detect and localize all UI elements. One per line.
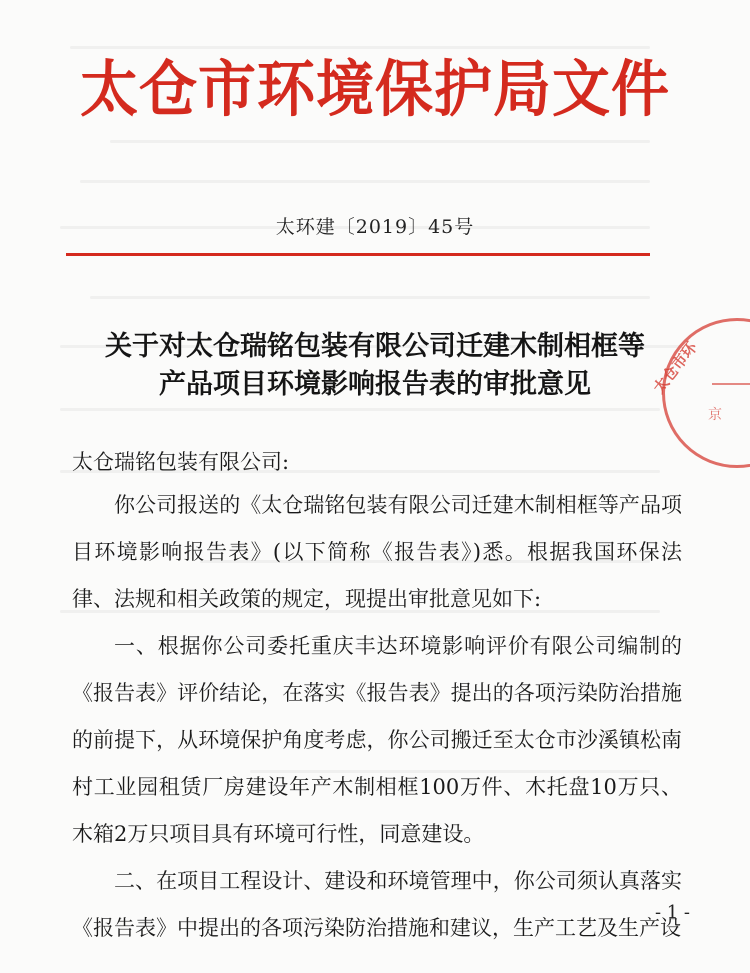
document-number: 太环建〔2019〕45号 (275, 216, 475, 238)
paragraph: 你公司报送的《太仓瑞铭包装有限公司迁建木制相框等产品项目环境影响报告表》(以下简称《报告表》)悉。根据我国环保法律、法规和相关政策的规定，现提出审批意见如下: (72, 493, 682, 611)
body-text (72, 482, 682, 952)
subject-line-1: 关于对太仓瑞铭包装有限公司迁建木制相框等 (105, 331, 645, 362)
seal-inner-line (712, 383, 750, 385)
header-divider (66, 253, 650, 256)
page-number: - 1 - (654, 902, 690, 923)
paragraph: 一、根据你公司委托重庆丰达环境影响评价有限公司编制的《报告表》评价结论，在落实《报告表》提出的各项污染防治措施的前提下，从环境保护角度考虑，你公司搬迁至太仓市沙溪镇松南村工业园租赁厂房建设年产木制相框100万件、木托盘10万只、木箱2万只项目具有环境可行性，同意建设。 (72, 634, 682, 846)
paragraph: 二、在项目工程设计、建设和环境管理中，你公司须认真落实《报告表》中提出的各项污染防治措施和建议，生产工艺及生产设 (72, 869, 682, 940)
issuer-title: 太仓市环境保护局文件 (79, 53, 670, 125)
document-subject (60, 328, 690, 404)
addressee: 太仓瑞铭包装有限公司: (72, 450, 290, 474)
seal-mark: 京 (708, 407, 722, 423)
seal-text: 太仓市环 (649, 338, 701, 397)
subject-line-2: 产品项目环境影响报告表的审批意见 (159, 369, 591, 400)
